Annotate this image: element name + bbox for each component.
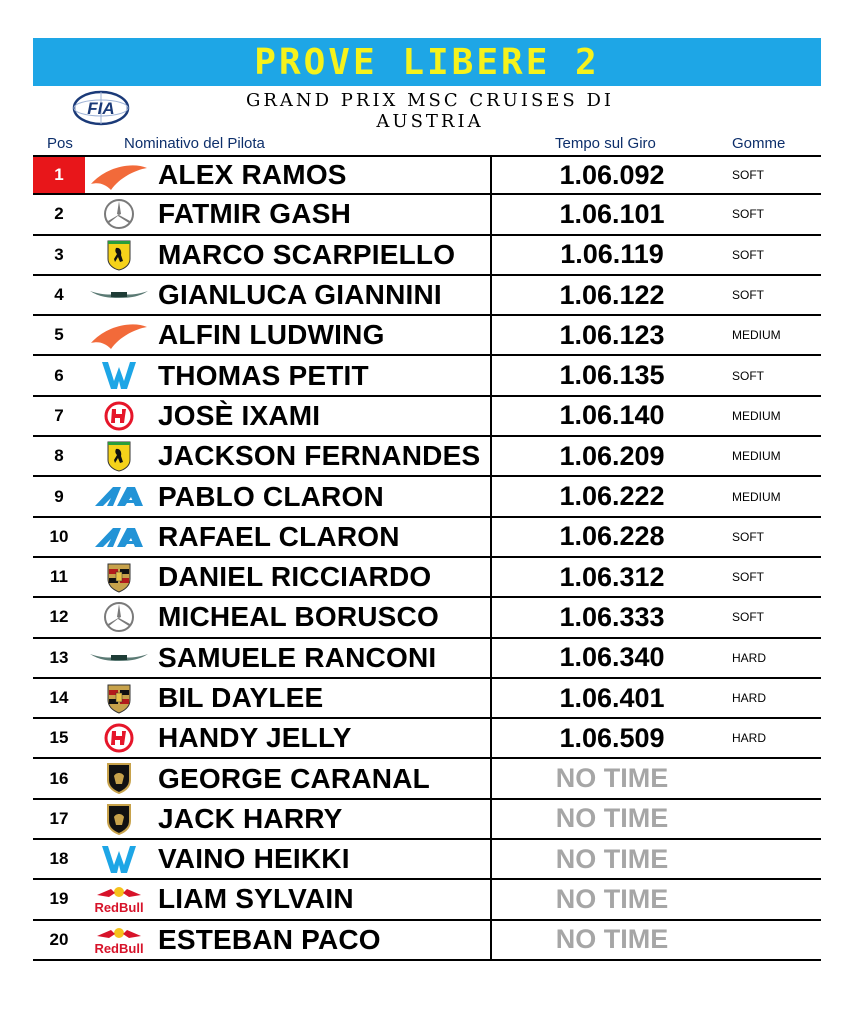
alpine-logo-icon bbox=[89, 521, 149, 553]
position-cell: 6 bbox=[54, 365, 64, 385]
mercedes-logo-icon bbox=[89, 198, 149, 230]
driver-name: FATMIR GASH bbox=[158, 198, 352, 230]
table-row bbox=[33, 921, 821, 961]
driver-name: THOMAS PETIT bbox=[158, 359, 369, 391]
alpine-logo-icon bbox=[89, 480, 149, 512]
ferrari-logo-icon bbox=[89, 239, 149, 271]
lap-time: 1.06.135 bbox=[559, 360, 665, 391]
position-cell: 20 bbox=[49, 929, 69, 949]
table-row bbox=[33, 437, 821, 477]
position-cell: 15 bbox=[49, 728, 69, 748]
lap-time: NO TIME bbox=[555, 924, 669, 955]
table-row bbox=[33, 356, 821, 396]
mclaren-logo-icon bbox=[89, 319, 149, 351]
driver-name: MARCO SCARPIELLO bbox=[158, 238, 456, 270]
driver-name: RAFAEL CLARON bbox=[158, 520, 400, 552]
driver-name: VAINO HEIKKI bbox=[158, 843, 350, 875]
lap-time: NO TIME bbox=[555, 803, 669, 834]
ferrari-logo-icon bbox=[89, 440, 149, 472]
table-row bbox=[33, 880, 821, 920]
lap-time: 1.06.340 bbox=[559, 642, 665, 673]
driver-name: JACK HARRY bbox=[158, 802, 343, 834]
tyre-compound: HARD bbox=[732, 650, 767, 665]
redbull-logo-icon bbox=[89, 924, 149, 956]
table-row bbox=[33, 397, 821, 437]
table-row bbox=[33, 558, 821, 598]
column-header-pos: Pos bbox=[47, 135, 73, 152]
lap-time: 1.06.092 bbox=[559, 159, 665, 190]
haas-logo-icon bbox=[89, 722, 149, 754]
haas-logo-icon bbox=[89, 400, 149, 432]
tyre-compound: SOFT bbox=[732, 529, 764, 544]
tyre-compound: MEDIUM bbox=[732, 489, 781, 504]
position-cell: 16 bbox=[49, 768, 69, 788]
driver-name: BIL DAYLEE bbox=[158, 682, 324, 713]
lap-time: 1.06.312 bbox=[559, 561, 665, 592]
porsche-logo-icon bbox=[89, 682, 149, 714]
lap-time: 1.06.119 bbox=[560, 239, 664, 270]
mclaren-logo-icon bbox=[89, 160, 149, 192]
table-row bbox=[33, 276, 821, 316]
position-cell: 18 bbox=[49, 849, 69, 869]
williams-logo-icon bbox=[89, 359, 149, 391]
porsche-logo-icon bbox=[89, 561, 149, 593]
svg-text:FIA: FIA bbox=[87, 99, 115, 118]
position-cell: 13 bbox=[49, 647, 69, 667]
driver-name: MICHEAL BORUSCO bbox=[158, 601, 439, 633]
position-cell: 19 bbox=[49, 889, 69, 909]
astonmartin-logo-icon bbox=[89, 279, 149, 311]
table-row bbox=[33, 518, 821, 558]
lap-time: 1.06.101 bbox=[559, 198, 665, 229]
lap-time: 1.06.123 bbox=[559, 319, 665, 350]
table-row bbox=[33, 639, 821, 679]
position-cell: 4 bbox=[54, 285, 64, 305]
position-cell: 11 bbox=[50, 567, 68, 587]
page-title: PROVE LIBERE 2 bbox=[254, 41, 600, 83]
position-cell: 1 bbox=[33, 157, 85, 193]
position-cell: 8 bbox=[54, 446, 64, 466]
column-header-tyres: Gomme bbox=[732, 135, 786, 152]
tyre-compound: SOFT bbox=[732, 168, 764, 183]
results-table bbox=[33, 155, 821, 961]
position-cell: 17 bbox=[49, 808, 69, 828]
column-header-driver: Nominativo del Pilota bbox=[124, 135, 265, 152]
tyre-compound: MEDIUM bbox=[732, 408, 781, 423]
tyre-compound: SOFT bbox=[732, 610, 764, 625]
lap-time: 1.06.401 bbox=[559, 682, 665, 713]
driver-name: JOSÈ IXAMI bbox=[158, 399, 321, 431]
position-cell: 10 bbox=[49, 526, 69, 546]
driver-name: ALFIN LUDWING bbox=[158, 319, 385, 351]
driver-name: ESTEBAN PACO bbox=[158, 923, 381, 955]
driver-name: ALEX RAMOS bbox=[158, 159, 347, 191]
fia-logo-icon bbox=[72, 90, 130, 126]
position-cell: 3 bbox=[54, 244, 64, 264]
redbull-logo-icon bbox=[89, 883, 149, 915]
table-row bbox=[33, 598, 821, 638]
table-row bbox=[33, 679, 821, 719]
mercedes-logo-icon bbox=[89, 601, 149, 633]
williams-logo-icon bbox=[89, 843, 149, 875]
svg-text:RedBull: RedBull bbox=[94, 940, 144, 956]
grand-prix-subtitle: GRAND PRIX MSC CRUISES DI AUSTRIA bbox=[245, 90, 615, 132]
table-row bbox=[33, 719, 821, 759]
position-cell: 14 bbox=[49, 688, 69, 707]
astonmartin-logo-icon bbox=[89, 642, 149, 674]
lamborghini-logo-icon bbox=[89, 762, 149, 794]
lap-time: 1.06.140 bbox=[559, 400, 665, 431]
table-row bbox=[33, 800, 821, 840]
driver-name: SAMUELE RANCONI bbox=[158, 641, 437, 673]
tyre-compound: HARD bbox=[732, 731, 767, 746]
driver-name: GEORGE CARANAL bbox=[158, 762, 430, 794]
table-row bbox=[33, 155, 821, 195]
tyre-compound: SOFT bbox=[732, 570, 764, 585]
driver-name: HANDY JELLY bbox=[158, 722, 352, 754]
tyre-compound: SOFT bbox=[732, 368, 764, 383]
position-cell: 5 bbox=[54, 325, 64, 345]
table-row bbox=[33, 236, 821, 276]
lap-time: 1.06.333 bbox=[559, 601, 665, 632]
lap-time: 1.06.122 bbox=[559, 279, 665, 310]
table-row bbox=[33, 477, 821, 517]
lap-time: 1.06.228 bbox=[559, 521, 665, 552]
position-cell: 7 bbox=[54, 405, 64, 425]
table-row bbox=[33, 840, 821, 880]
lap-time: 1.06.509 bbox=[559, 722, 665, 753]
driver-name: LIAM SYLVAIN bbox=[158, 883, 354, 915]
driver-name: PABLO CLARON bbox=[158, 480, 384, 512]
tyre-compound: SOFT bbox=[732, 288, 764, 303]
lap-time: 1.06.209 bbox=[559, 440, 665, 471]
lap-time: 1.06.222 bbox=[559, 481, 665, 512]
svg-text:RedBull: RedBull bbox=[94, 900, 144, 916]
table-row bbox=[33, 195, 821, 235]
driver-name: DANIEL RICCIARDO bbox=[158, 561, 432, 593]
tyre-compound: MEDIUM bbox=[732, 449, 781, 464]
tyre-compound: SOFT bbox=[732, 247, 764, 262]
tyre-compound: SOFT bbox=[732, 207, 764, 222]
lamborghini-logo-icon bbox=[89, 803, 149, 835]
column-header-lap-time: Tempo sul Giro bbox=[555, 135, 656, 152]
position-cell: 2 bbox=[54, 204, 64, 224]
position-cell: 9 bbox=[54, 486, 64, 506]
table-row bbox=[33, 759, 821, 799]
table-row bbox=[33, 316, 821, 356]
tyre-compound: MEDIUM bbox=[732, 328, 781, 343]
tyre-compound: HARD bbox=[732, 691, 767, 705]
title-banner bbox=[33, 38, 821, 86]
driver-name: GIANLUCA GIANNINI bbox=[158, 279, 442, 311]
driver-name: JACKSON FERNANDES bbox=[158, 440, 481, 472]
position-cell: 12 bbox=[49, 607, 69, 627]
lap-time: NO TIME bbox=[555, 763, 669, 794]
lap-time: NO TIME bbox=[555, 883, 669, 914]
lap-time: NO TIME bbox=[555, 843, 669, 874]
